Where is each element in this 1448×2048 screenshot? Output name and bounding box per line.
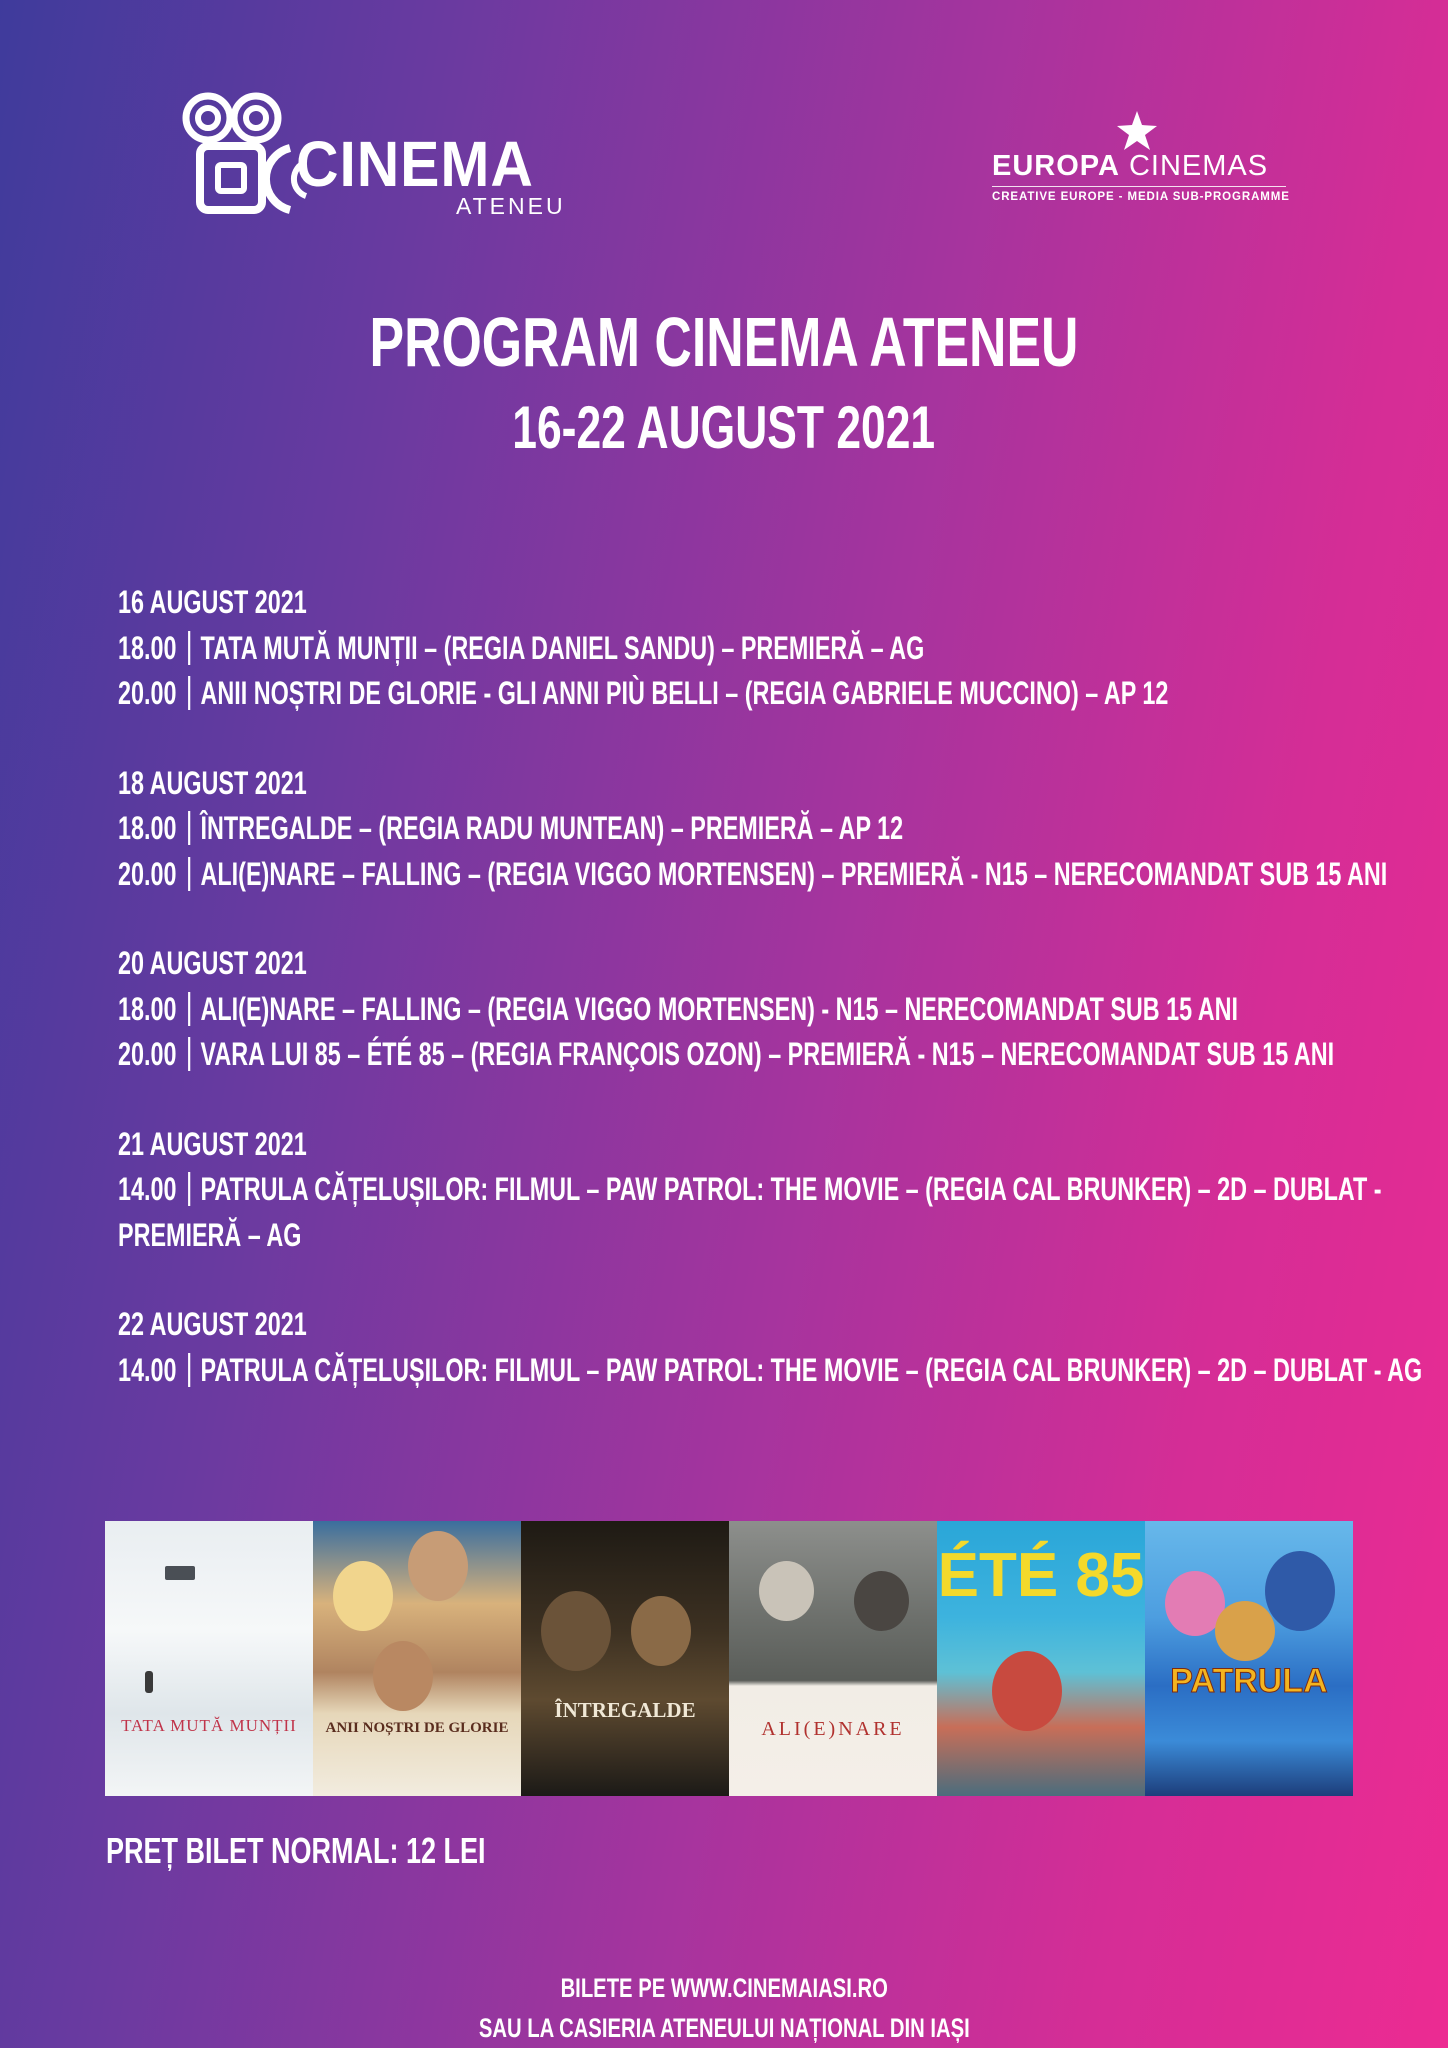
separator xyxy=(188,1353,190,1387)
separator xyxy=(188,992,190,1026)
screening-text: ALI(E)NARE – FALLING – (REGIA VIGGO MORTENSEN) – PREMIERĂ - N15 – NERECOMANDAT SUB 15 ANI xyxy=(200,855,1388,892)
screening xyxy=(118,806,1359,852)
logo-word: CINEMA xyxy=(296,128,534,200)
poster-title: PATRULA xyxy=(1170,1662,1328,1700)
camera-icon xyxy=(178,92,308,217)
footer-line-2 xyxy=(0,2008,1448,2048)
schedule-date: 18 AUGUST 2021 xyxy=(118,764,307,801)
poster-title: ÎNTREGALDE xyxy=(554,1698,696,1722)
page-title-text: PROGRAM CINEMA ATENEU xyxy=(369,303,1079,381)
poster-title: TATA MUTĂ MUNȚII xyxy=(121,1716,297,1735)
screening-time: 20.00 xyxy=(118,675,177,711)
europa-name-bold: EUROPA xyxy=(992,150,1120,182)
screening-time: 14.00 xyxy=(118,1351,177,1388)
screening-continuation: PREMIERĂ – AG xyxy=(118,1216,302,1253)
europa-cinemas-logo xyxy=(990,110,1290,210)
poster-title: ÉTÉ 85 xyxy=(937,1541,1145,1610)
europa-tagline: CREATIVE EUROPE - MEDIA SUB-PROGRAMME xyxy=(992,191,1290,203)
poster-art xyxy=(992,1651,1062,1731)
screening-time: 14.00 xyxy=(118,1171,177,1207)
separator xyxy=(188,811,190,845)
screening-time: 18.00 xyxy=(118,629,177,666)
cinema-ateneu-logo xyxy=(178,92,566,227)
schedule xyxy=(118,580,1423,1437)
separator xyxy=(188,676,190,710)
schedule-day xyxy=(118,1122,1382,1259)
poster-strip xyxy=(105,1521,1353,1796)
screening-text: PATRULA CĂȚELUȘILOR: FILMUL – PAW PATROL: THE MOVIE – (REGIA CAL BRUNKER) – 2D – DUBLAT - xyxy=(200,1171,1382,1207)
europa-name-light: CINEMAS xyxy=(1119,150,1269,182)
schedule-day xyxy=(118,941,1378,1078)
footer-text: BILETE PE WWW.CINEMAIASI.RO xyxy=(560,1973,888,2003)
screening-time: 20.00 xyxy=(118,1036,177,1072)
page-subtitle-text: 16-22 AUGUST 2021 xyxy=(512,394,936,461)
poster-art xyxy=(1265,1551,1335,1631)
poster-patrula xyxy=(1145,1521,1353,1796)
poster-art xyxy=(854,1571,909,1631)
footer-text: SAU LA CASIERIA ATENEULUI NAȚIONAL DIN IAȘI xyxy=(478,2013,970,2043)
poster-art xyxy=(145,1671,153,1693)
separator xyxy=(188,631,190,665)
poster-art xyxy=(373,1641,433,1711)
screening xyxy=(118,987,1359,1033)
schedule-date: 22 AUGUST 2021 xyxy=(118,1306,307,1342)
screening xyxy=(118,671,1359,717)
screening-time: 18.00 xyxy=(118,810,177,846)
screening xyxy=(118,1032,1359,1078)
schedule-date: 16 AUGUST 2021 xyxy=(118,584,307,620)
screening-time: 18.00 xyxy=(118,990,177,1027)
europa-name xyxy=(992,152,1268,181)
screening xyxy=(118,852,1388,898)
poster-art xyxy=(759,1561,814,1621)
poster-title: ANII NOȘTRI DE GLORIE xyxy=(325,1720,509,1736)
poster-art xyxy=(408,1531,468,1601)
poster-art xyxy=(1215,1601,1275,1661)
schedule-day xyxy=(118,580,1378,717)
screening-text: PATRULA CĂȚELUȘILOR: FILMUL – PAW PATROL: THE MOVIE – (REGIA CAL BRUNKER) – 2D – DUBLAT - AG xyxy=(200,1351,1423,1388)
screening xyxy=(118,1167,1382,1213)
schedule-date: 20 AUGUST 2021 xyxy=(118,945,307,981)
separator xyxy=(188,1172,190,1206)
page-subtitle xyxy=(0,392,1448,464)
separator xyxy=(188,1037,190,1071)
ticket-price: PREȚ BILET NORMAL: 12 LEI xyxy=(106,1830,486,1871)
schedule-day xyxy=(118,761,1388,898)
star-icon xyxy=(1115,110,1159,152)
poster-ete-85 xyxy=(937,1521,1145,1796)
screening-text: VARA LUI 85 – ÉTÉ 85 – (REGIA FRANÇOIS OZON) – PREMIERĂ - N15 – NERECOMANDAT SUB 15 ANI xyxy=(200,1036,1335,1072)
logo-sub: ATENEU xyxy=(456,193,566,219)
footer-line-1 xyxy=(0,1968,1448,2008)
poster-art xyxy=(631,1596,691,1666)
poster-anii-nostri-de-glorie xyxy=(313,1521,521,1796)
schedule-date: 21 AUGUST 2021 xyxy=(118,1125,307,1162)
screening-text: ÎNTREGALDE – (REGIA RADU MUNTEAN) – PREMIERĂ – AP 12 xyxy=(200,810,904,846)
poster-alienare xyxy=(729,1521,937,1796)
poster-tata-muta-muntii xyxy=(105,1521,313,1796)
screening xyxy=(118,626,1359,672)
screening-text: ANII NOȘTRI DE GLORIE - GLI ANNI PIÙ BELLI – (REGIA GABRIELE MUCCINO) – AP 12 xyxy=(200,675,1169,711)
screening-text: TATA MUTĂ MUNȚII – (REGIA DANIEL SANDU) – PREMIERĂ – AG xyxy=(200,629,925,666)
schedule-day xyxy=(118,1302,1423,1393)
poster-title: ALI(E)NARE xyxy=(761,1718,905,1740)
screening-time: 20.00 xyxy=(118,855,177,892)
poster-art xyxy=(165,1566,195,1580)
screening xyxy=(118,1348,1423,1394)
divider xyxy=(992,186,1286,187)
screening-text: ALI(E)NARE – FALLING – (REGIA VIGGO MORTENSEN) - N15 – NERECOMANDAT SUB 15 ANI xyxy=(200,990,1238,1027)
page-title xyxy=(0,300,1448,384)
poster-art xyxy=(333,1561,393,1631)
poster-art xyxy=(541,1591,611,1671)
separator xyxy=(188,857,190,891)
poster-intregalde xyxy=(521,1521,729,1796)
